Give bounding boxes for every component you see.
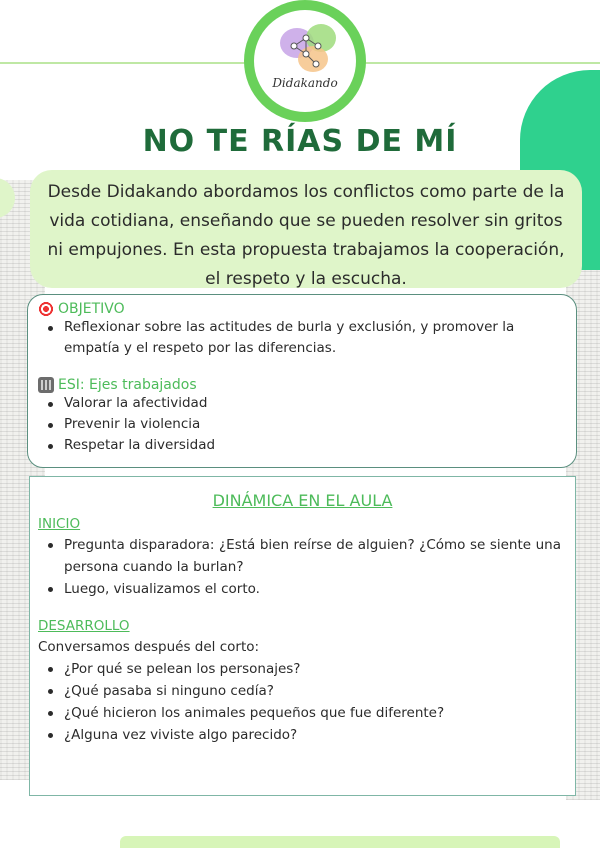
dynamics-card (29, 476, 576, 796)
esi-heading-label: ESI: Ejes trabajados (58, 377, 197, 393)
decorative-bottom-bar (120, 836, 560, 848)
desarrollo-heading: DESARROLLO (38, 618, 130, 634)
list-item: ¿Qué hicieron los animales pequeños que fue diferente? (46, 702, 567, 724)
inicio-heading: INICIO (38, 516, 81, 532)
spacer (38, 600, 567, 618)
dynamics-title: DINÁMICA EN EL AULA (212, 491, 393, 510)
inicio-list (38, 534, 567, 600)
esi-heading (38, 377, 566, 393)
esi-list (38, 393, 566, 456)
spacer (38, 359, 566, 377)
list-item: Pregunta disparadora: ¿Está bien reírse de alguien? ¿Cómo se siente una persona cuando la burlan? (46, 534, 567, 578)
list-item: Respetar la diversidad (46, 435, 566, 456)
brand-logo (244, 0, 366, 122)
list-item: ¿Alguna vez viviste algo parecido? (46, 724, 567, 746)
desarrollo-list (38, 658, 567, 746)
list-item: ¿Qué pasaba si ninguno cedía? (46, 680, 567, 702)
logo-badge (254, 10, 356, 112)
page-title: NO TE RÍAS DE MÍ (142, 124, 458, 159)
objective-heading-label: OBJETIVO (58, 301, 125, 317)
list-item: Valorar la afectividad (46, 393, 566, 414)
target-icon (38, 301, 54, 317)
abacus-icon (38, 377, 54, 393)
objective-list (38, 317, 566, 359)
desarrollo-lead: Conversamos después del corto: (38, 639, 260, 655)
list-item: Luego, visualizamos el corto. (46, 578, 567, 600)
list-item: ¿Por qué se pelean los personajes? (46, 658, 567, 680)
logo-wordmark: Didakando (272, 76, 338, 90)
list-item: Reflexionar sobre las actitudes de burla y exclusión, y promover la empatía y el respeto por las diferencias. (46, 317, 566, 359)
objective-heading (38, 301, 566, 317)
intro-paragraph: Desde Didakando abordamos los conflictos como parte de la vida cotidiana, enseñando que se pueden resolver sin gritos ni empujones. En esta propuesta trabajamos la cooperación, el respeto y la escucha. (30, 170, 582, 288)
molecule-icon (280, 24, 332, 72)
objective-card (27, 294, 577, 468)
list-item: Prevenir la violencia (46, 414, 566, 435)
